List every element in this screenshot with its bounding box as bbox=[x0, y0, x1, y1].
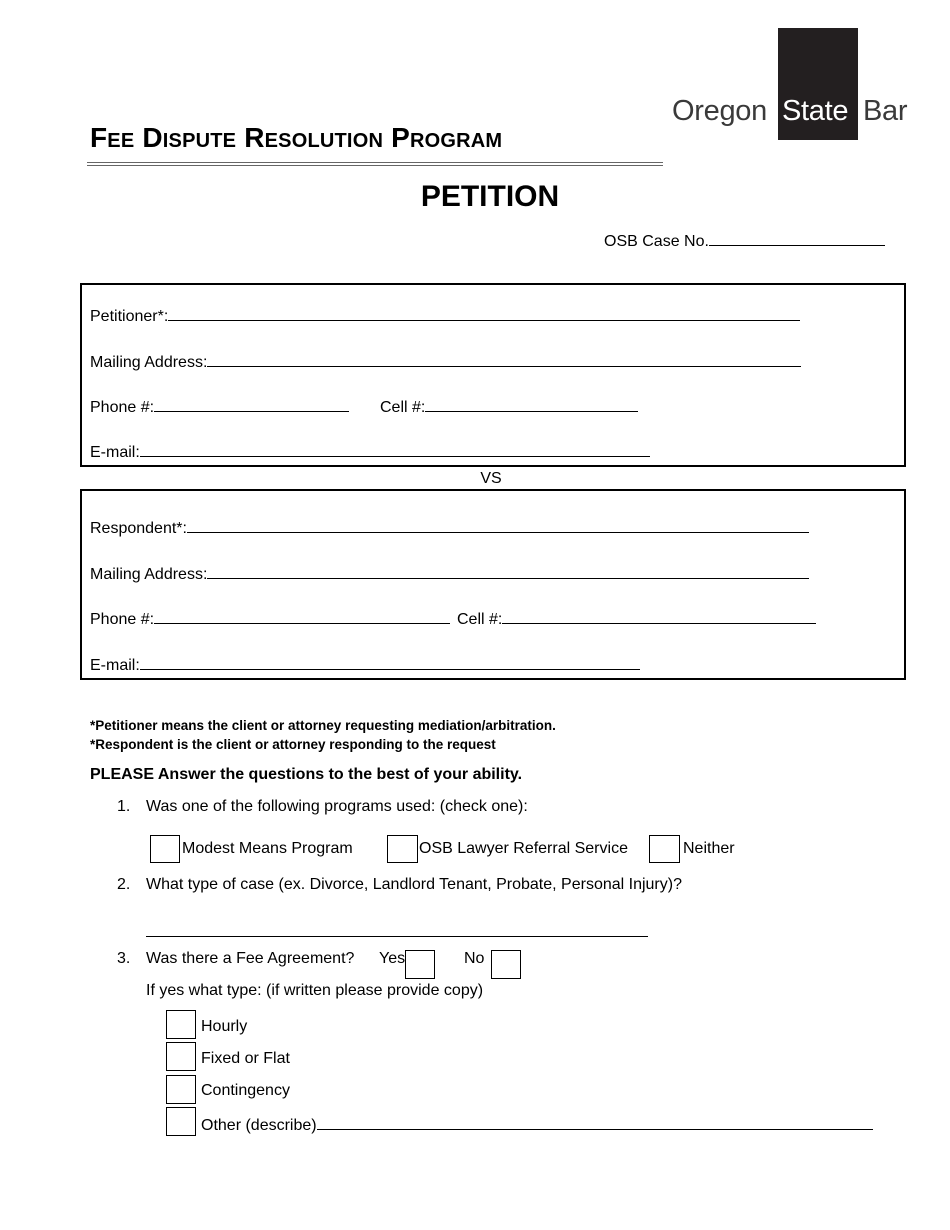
case-number-blank[interactable] bbox=[709, 230, 885, 246]
logo-word-bar: Bar bbox=[863, 95, 908, 127]
petitioner-name-blank[interactable] bbox=[168, 305, 800, 321]
contingency-label: Contingency bbox=[201, 1082, 290, 1099]
logo-word-state: State bbox=[782, 95, 849, 127]
respondent-email-field[interactable] bbox=[90, 654, 640, 675]
program-title: Fee Dispute Resolution Program bbox=[90, 122, 503, 153]
question-3-text: Was there a Fee Agreement? bbox=[146, 950, 355, 967]
respondent-definition-note: *Respondent is the client or attorney responding to the request bbox=[90, 737, 496, 752]
fee-agreement-yes-label: Yes bbox=[379, 950, 406, 967]
lawyer-referral-checkbox[interactable] bbox=[387, 835, 418, 863]
modest-means-checkbox[interactable] bbox=[150, 835, 180, 863]
fixed-flat-label: Fixed or Flat bbox=[201, 1050, 290, 1067]
respondent-address-label: Mailing Address: bbox=[90, 566, 208, 583]
petitioner-phone-label: Phone #: bbox=[90, 399, 155, 416]
petitioner-email-field[interactable] bbox=[90, 441, 650, 462]
title-rule bbox=[87, 165, 663, 166]
fee-agreement-no-checkbox[interactable] bbox=[491, 950, 521, 979]
modest-means-label: Modest Means Program bbox=[182, 840, 353, 857]
petitioner-address-label: Mailing Address: bbox=[90, 354, 208, 371]
petitioner-cell-blank[interactable] bbox=[425, 396, 638, 412]
fee-agreement-yes-checkbox[interactable] bbox=[405, 950, 435, 979]
other-label: Other (describe) bbox=[201, 1117, 317, 1134]
respondent-cell-label: Cell #: bbox=[457, 611, 503, 628]
question-1-text: Was one of the following programs used: (check one): bbox=[146, 798, 528, 815]
petitioner-email-blank[interactable] bbox=[140, 441, 650, 457]
petitioner-cell-field[interactable] bbox=[380, 396, 638, 417]
case-number-label: OSB Case No. bbox=[604, 233, 709, 250]
title-rule bbox=[87, 162, 663, 163]
respondent-email-label: E-mail: bbox=[90, 657, 140, 674]
hourly-label: Hourly bbox=[201, 1018, 248, 1035]
petitioner-definition-note: *Petitioner means the client or attorney requesting mediation/arbitration. bbox=[90, 718, 556, 733]
contingency-checkbox[interactable] bbox=[166, 1075, 196, 1104]
respondent-name-label: Respondent*: bbox=[90, 520, 187, 537]
respondent-address-field[interactable] bbox=[90, 563, 809, 584]
petitioner-address-field[interactable] bbox=[90, 351, 801, 372]
question-2-text: What type of case (ex. Divorce, Landlord Tenant, Probate, Personal Injury)? bbox=[146, 876, 682, 893]
petitioner-phone-blank[interactable] bbox=[154, 396, 349, 412]
petitioner-email-label: E-mail: bbox=[90, 444, 140, 461]
fixed-flat-checkbox[interactable] bbox=[166, 1042, 196, 1071]
respondent-phone-label: Phone #: bbox=[90, 611, 155, 628]
case-number-field[interactable] bbox=[604, 230, 885, 251]
other-checkbox[interactable] bbox=[166, 1107, 196, 1136]
fee-type-subquestion: If yes what type: (if written please provide copy) bbox=[146, 982, 484, 999]
respondent-address-blank[interactable] bbox=[207, 563, 809, 579]
petitioner-phone-field[interactable] bbox=[90, 396, 349, 417]
petitioner-name-label: Petitioner*: bbox=[90, 308, 169, 325]
other-field[interactable] bbox=[201, 1114, 873, 1135]
respondent-phone-blank[interactable] bbox=[154, 608, 450, 624]
question-1-number: 1. bbox=[117, 798, 131, 815]
versus-label: VS bbox=[480, 470, 502, 487]
case-type-blank[interactable] bbox=[146, 936, 648, 937]
respondent-name-field[interactable] bbox=[90, 517, 809, 538]
respondent-cell-blank[interactable] bbox=[502, 608, 816, 624]
neither-checkbox[interactable] bbox=[649, 835, 680, 863]
respondent-email-blank[interactable] bbox=[140, 654, 640, 670]
lawyer-referral-label: OSB Lawyer Referral Service bbox=[419, 840, 628, 857]
respondent-cell-field[interactable] bbox=[457, 608, 816, 629]
hourly-checkbox[interactable] bbox=[166, 1010, 196, 1039]
petitioner-name-field[interactable] bbox=[90, 305, 800, 326]
logo-word-oregon: Oregon bbox=[672, 95, 767, 127]
question-3-number: 3. bbox=[117, 950, 131, 967]
respondent-phone-field[interactable] bbox=[90, 608, 450, 629]
instructions-heading: PLEASE Answer the questions to the best of your ability. bbox=[90, 766, 523, 783]
question-2-number: 2. bbox=[117, 876, 131, 893]
fee-agreement-no-label: No bbox=[464, 950, 485, 967]
respondent-name-blank[interactable] bbox=[187, 517, 809, 533]
oregon-state-bar-logo bbox=[672, 28, 912, 140]
form-title: PETITION bbox=[420, 180, 560, 213]
petitioner-cell-label: Cell #: bbox=[380, 399, 426, 416]
neither-label: Neither bbox=[683, 840, 735, 857]
petitioner-address-blank[interactable] bbox=[207, 351, 801, 367]
other-describe-blank[interactable] bbox=[317, 1114, 873, 1130]
